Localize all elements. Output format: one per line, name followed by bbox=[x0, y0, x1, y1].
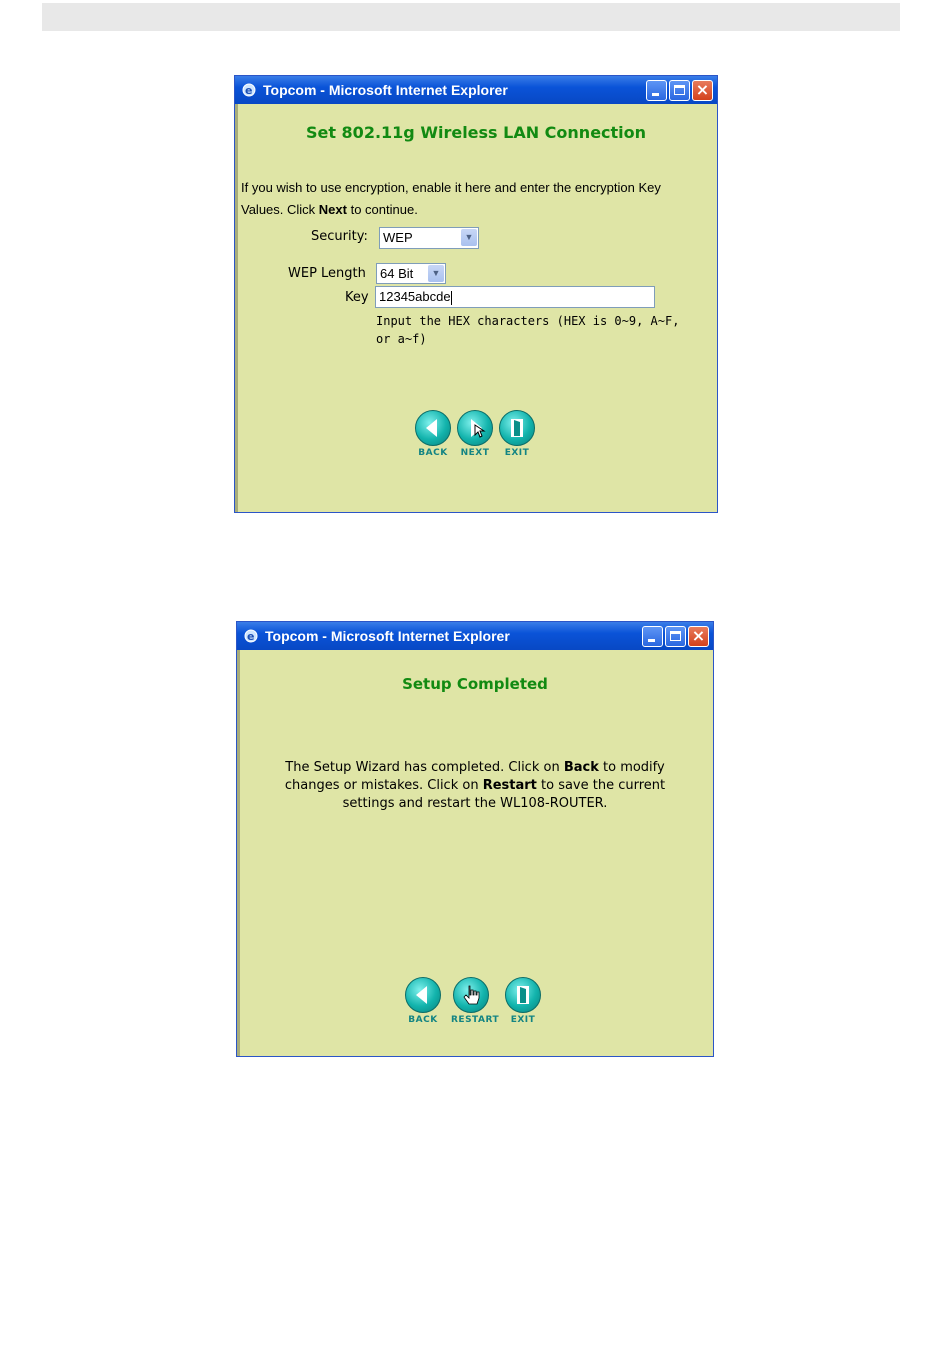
close-button[interactable] bbox=[692, 80, 713, 101]
security-label: Security: bbox=[311, 229, 368, 244]
window-left-border bbox=[237, 650, 240, 1056]
key-input-value: 12345abcde bbox=[379, 289, 451, 304]
key-input[interactable] bbox=[375, 286, 655, 308]
text-cursor bbox=[451, 291, 452, 305]
intro-text bbox=[241, 177, 711, 221]
hex-hint-line-1: Input the HEX characters (HEX is 0~9, A~F, bbox=[376, 314, 680, 328]
minimize-button[interactable] bbox=[642, 626, 663, 647]
key-label: Key bbox=[345, 290, 369, 305]
minimize-button[interactable] bbox=[646, 80, 667, 101]
intro-next-bold: Next bbox=[318, 202, 347, 217]
exit-button[interactable] bbox=[503, 977, 543, 1025]
window-titlebar[interactable] bbox=[237, 622, 713, 650]
intro-line-2-pre: Values. Click bbox=[241, 202, 319, 217]
door-exit-icon bbox=[499, 410, 535, 446]
window-titlebar[interactable] bbox=[235, 76, 717, 104]
close-icon: × bbox=[691, 626, 706, 645]
maximize-icon bbox=[674, 85, 685, 95]
chevron-down-icon: ▼ bbox=[461, 229, 477, 246]
completion-line-2-pre: changes or mistakes. Click on bbox=[284, 778, 483, 793]
next-arrow-icon bbox=[457, 410, 493, 446]
page-title: Set 802.11g Wireless LAN Connection bbox=[305, 123, 647, 142]
maximize-icon bbox=[670, 631, 681, 641]
intro-line-2 bbox=[241, 199, 711, 221]
minimize-icon bbox=[648, 639, 655, 642]
ie-window-wireless-setup bbox=[234, 75, 718, 513]
completion-line-3: settings and restart the WL108-ROUTER. bbox=[342, 796, 608, 811]
completion-line-1 bbox=[237, 759, 713, 777]
restart-button[interactable] bbox=[451, 977, 500, 1025]
svg-text:e: e bbox=[245, 84, 253, 97]
back-arrow-icon bbox=[405, 977, 441, 1013]
back-button[interactable] bbox=[413, 410, 453, 458]
door-exit-icon bbox=[505, 977, 541, 1013]
svg-text:e: e bbox=[247, 630, 255, 643]
completion-line-1-post: to modify bbox=[598, 760, 665, 775]
ie-logo-icon bbox=[241, 82, 257, 98]
document-header-bar bbox=[42, 3, 900, 31]
wep-length-label: WEP Length bbox=[288, 266, 366, 281]
maximize-button[interactable] bbox=[669, 80, 690, 101]
wep-length-select[interactable] bbox=[376, 263, 446, 284]
minimize-icon bbox=[652, 93, 659, 96]
hex-hint-line-2: or a~f) bbox=[376, 332, 427, 346]
next-button[interactable] bbox=[455, 410, 495, 458]
back-bold: Back bbox=[563, 760, 599, 775]
close-button[interactable] bbox=[688, 626, 709, 647]
back-button[interactable] bbox=[403, 977, 443, 1025]
exit-label: EXIT bbox=[510, 1015, 536, 1025]
ie-window-setup-completed bbox=[236, 621, 714, 1057]
wep-length-select-value: 64 Bit bbox=[380, 266, 414, 281]
restart-label: RESTART bbox=[451, 1015, 500, 1025]
intro-line-2-post: to continue. bbox=[346, 202, 418, 217]
restart-bold: Restart bbox=[482, 778, 537, 793]
exit-label: EXIT bbox=[504, 448, 530, 458]
completion-line-2 bbox=[237, 777, 713, 795]
next-label: NEXT bbox=[460, 448, 490, 458]
ie-logo-icon bbox=[243, 628, 259, 644]
intro-line-1: If you wish to use encryption, enable it here and enter the encryption Key bbox=[241, 180, 661, 195]
hex-hint bbox=[376, 312, 679, 348]
exit-button[interactable] bbox=[497, 410, 537, 458]
window-title: Topcom - Microsoft Internet Explorer bbox=[265, 628, 510, 644]
window-title: Topcom - Microsoft Internet Explorer bbox=[263, 82, 508, 98]
window-left-border bbox=[235, 104, 238, 512]
hand-pointer-icon bbox=[453, 977, 489, 1013]
chevron-down-icon: ▼ bbox=[428, 265, 444, 282]
maximize-button[interactable] bbox=[665, 626, 686, 647]
completion-line-1-pre: The Setup Wizard has completed. Click on bbox=[285, 760, 564, 775]
security-select-value: WEP bbox=[383, 230, 413, 245]
completion-message bbox=[237, 759, 713, 813]
close-icon: × bbox=[695, 80, 710, 99]
back-arrow-icon bbox=[415, 410, 451, 446]
completion-line-2-post: to save the current bbox=[536, 778, 666, 793]
security-select[interactable] bbox=[379, 227, 479, 249]
back-label: BACK bbox=[418, 448, 448, 458]
back-label: BACK bbox=[408, 1015, 438, 1025]
page-title: Setup Completed bbox=[402, 675, 548, 693]
